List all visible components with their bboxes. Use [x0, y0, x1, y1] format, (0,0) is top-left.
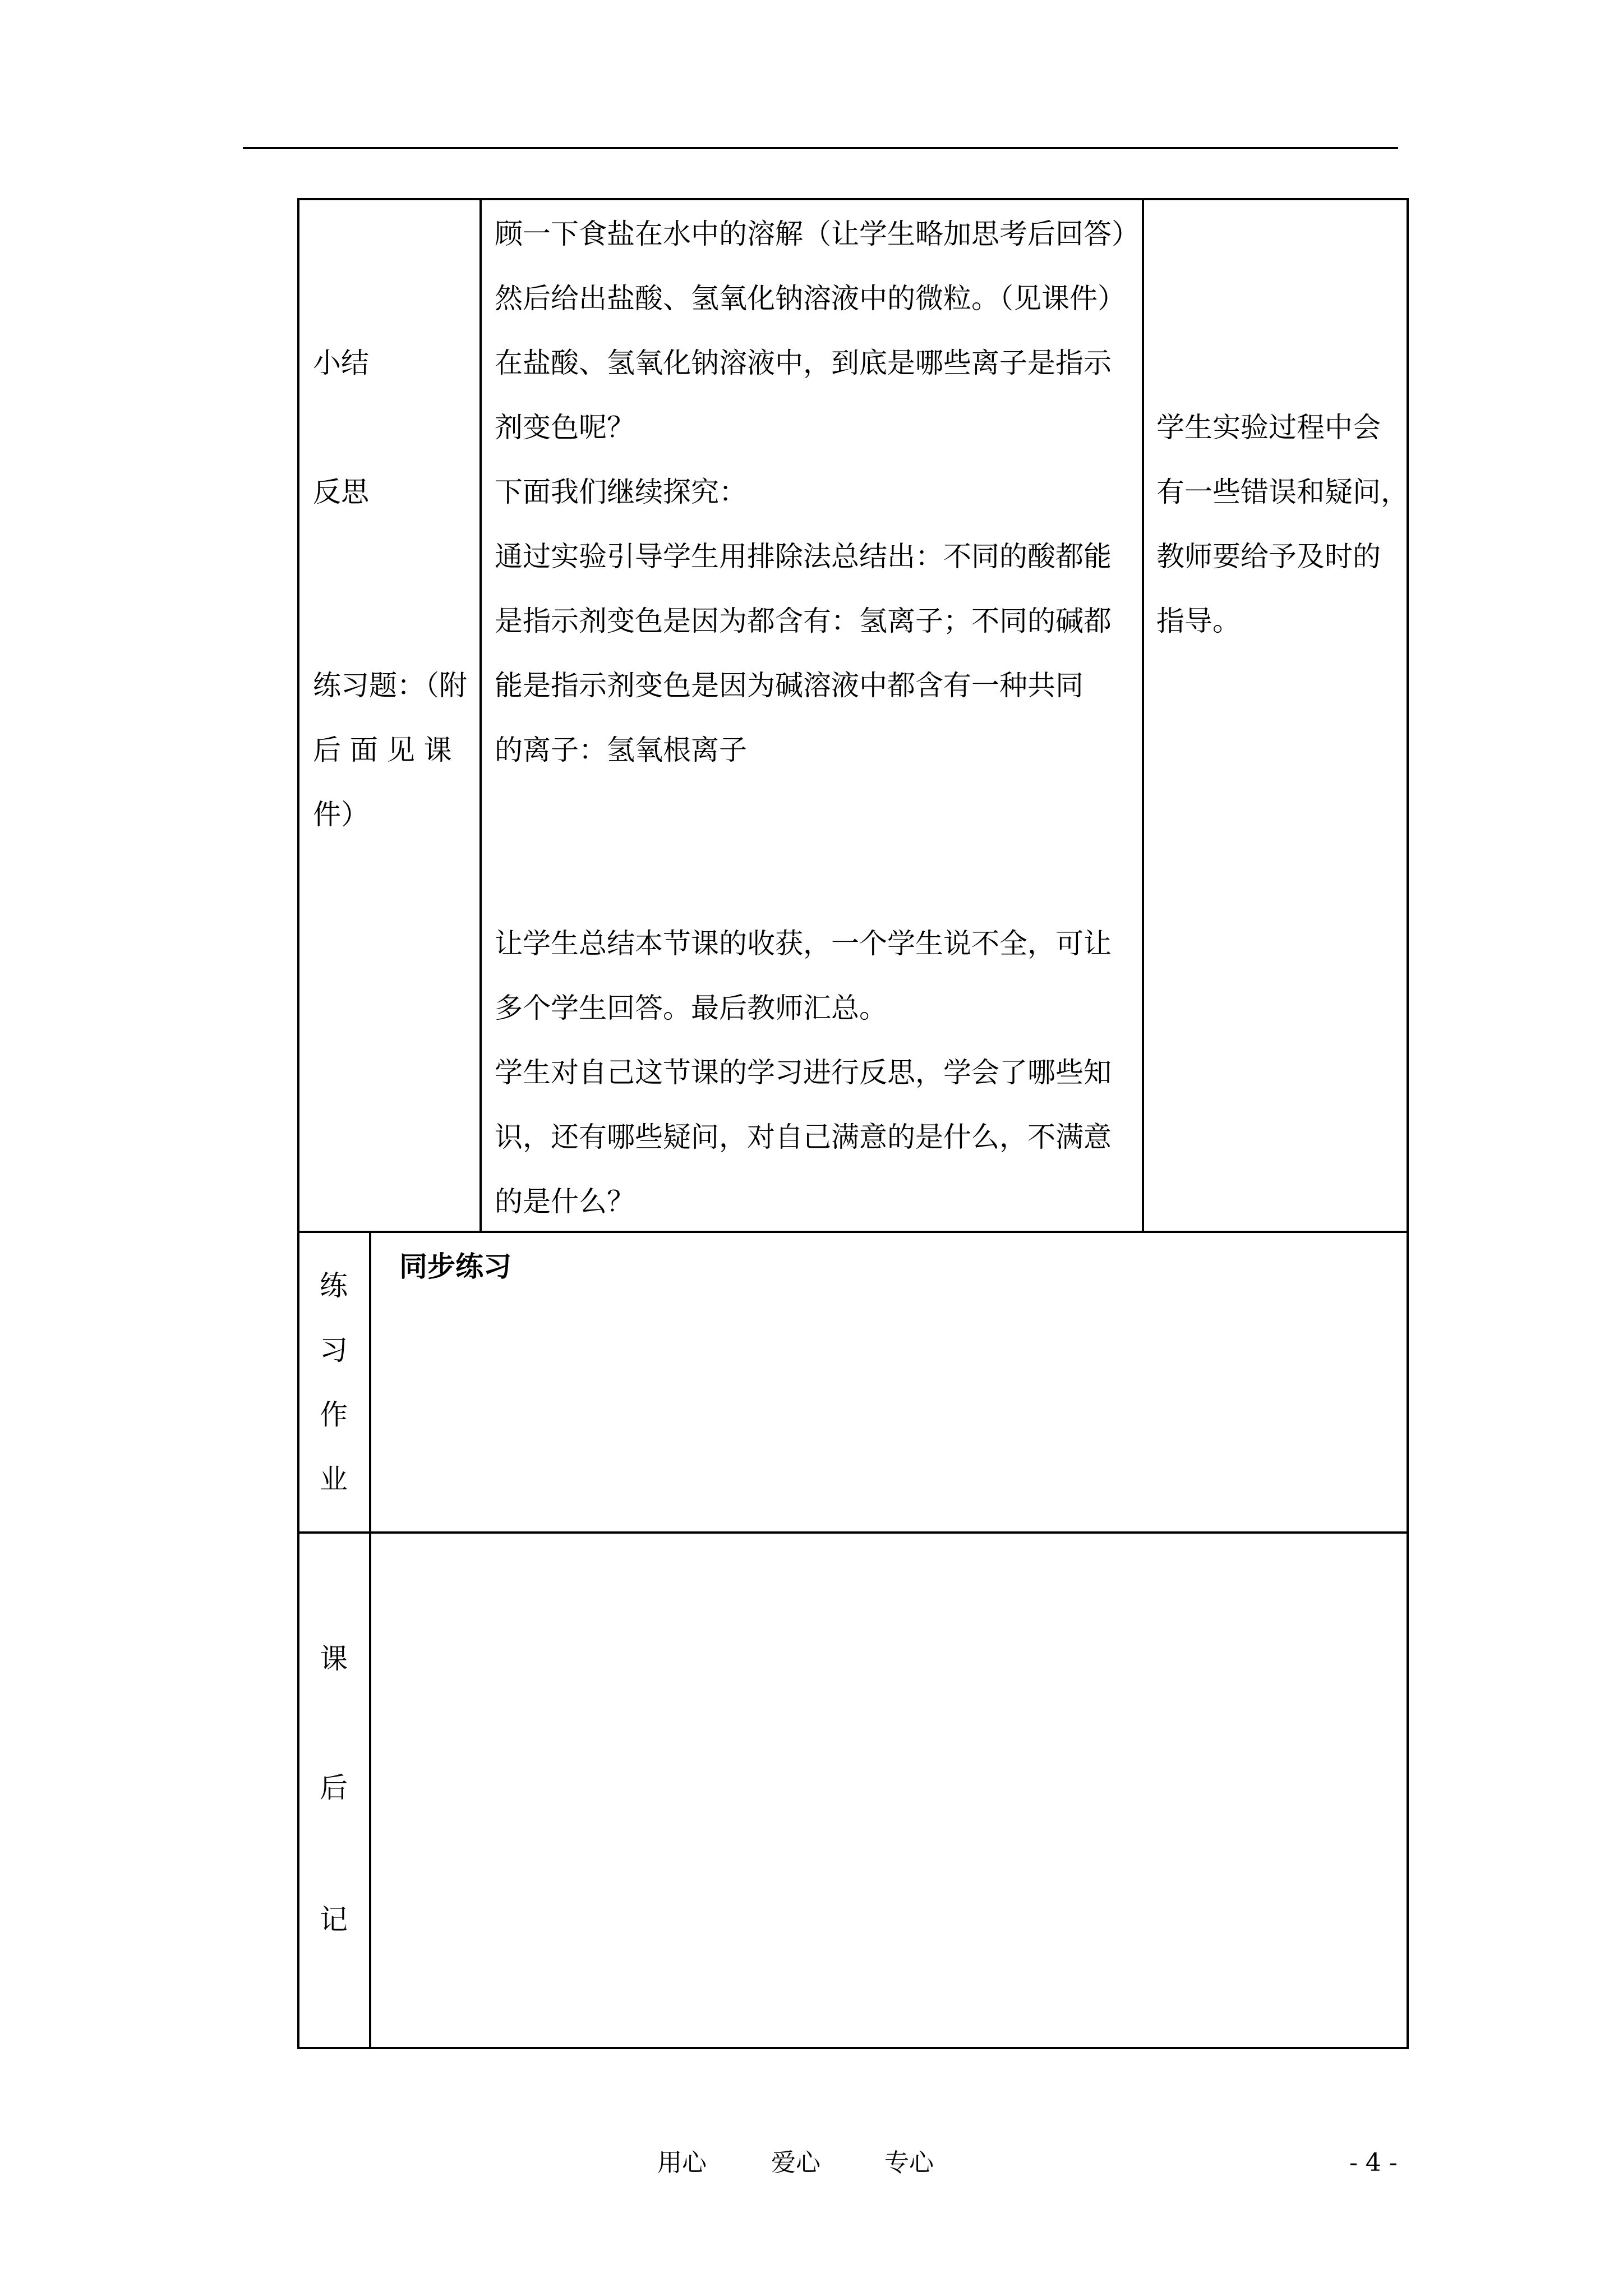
main-line-12: 学生对自己这节课的学习进行反思，学会了哪些知: [495, 1056, 1112, 1089]
table-col-right-top: [1142, 198, 1144, 1233]
homework-label-char-3: 作: [320, 1398, 348, 1431]
table-border-row1: [297, 1231, 1409, 1233]
afterclass-label-char-2: 后: [320, 1772, 348, 1804]
note-line-2: 有一些错误和疑问，: [1156, 476, 1409, 508]
note-line-1: 学生实验过程中会: [1156, 411, 1381, 444]
main-line-2: 然后给出盐酸、氢氧化钠溶液中的微粒。（见课件）: [495, 282, 1126, 315]
main-line-8: 能是指示剂变色是因为碱溶液中都含有一种共同: [495, 669, 1083, 702]
label-exercise-line3: 件）: [313, 798, 369, 831]
afterclass-label-char-3: 记: [320, 1903, 348, 1936]
label-exercise-line2: 后 面 见 课: [313, 734, 452, 766]
table-border-top: [297, 198, 1409, 200]
footer-motto-3: 专心: [884, 2148, 934, 2177]
homework-label-char-1: 练: [320, 1269, 348, 1302]
table-border-bottom: [297, 2047, 1409, 2049]
main-line-11: 多个学生回答。最后教师汇总。: [495, 992, 887, 1024]
main-line-9: 的离子：氢氧根离子: [495, 734, 747, 766]
main-line-4: 剂变色呢？: [495, 411, 635, 444]
main-line-5: 下面我们继续探究：: [495, 476, 747, 508]
main-line-1: 顾一下食盐在水中的溶解（让学生略加思考后回答）: [495, 218, 1140, 250]
main-line-3: 在盐酸、氢氧化钠溶液中，到底是哪些离子是指示: [495, 347, 1112, 379]
note-line-4: 指导。: [1156, 605, 1241, 637]
main-line-14: 的是什么？: [495, 1185, 635, 1218]
main-line-13: 识，还有哪些疑问，对自己满意的是什么，不满意: [495, 1121, 1112, 1153]
table-col-label-bottom: [369, 1231, 371, 2049]
table-border-row2: [297, 1531, 1409, 1534]
main-line-10: 让学生总结本节课的收获，一个学生说不全，可让: [495, 927, 1112, 960]
label-xiaojie: 小结: [313, 347, 369, 379]
main-line-7: 是指示剂变色是因为都含有：氢离子；不同的碱都: [495, 605, 1112, 637]
table-border-left: [297, 198, 299, 2049]
label-fansi: 反思: [313, 476, 369, 508]
label-exercise-line1: 练习题：（附: [313, 669, 467, 702]
note-line-3: 教师要给予及时的: [1156, 540, 1381, 573]
page-number: - 4 -: [1349, 2148, 1398, 2177]
homework-label-char-2: 习: [320, 1334, 348, 1366]
footer-motto-2: 爱心: [771, 2148, 820, 2177]
homework-label-char-4: 业: [320, 1463, 348, 1496]
main-line-6: 通过实验引导学生用排除法总结出：不同的酸都能: [495, 540, 1112, 573]
homework-content: 同步练习: [399, 1250, 511, 1283]
table-col-left-top: [479, 198, 482, 1233]
afterclass-label-char-1: 课: [320, 1642, 348, 1675]
footer-motto-1: 用心: [657, 2148, 707, 2177]
